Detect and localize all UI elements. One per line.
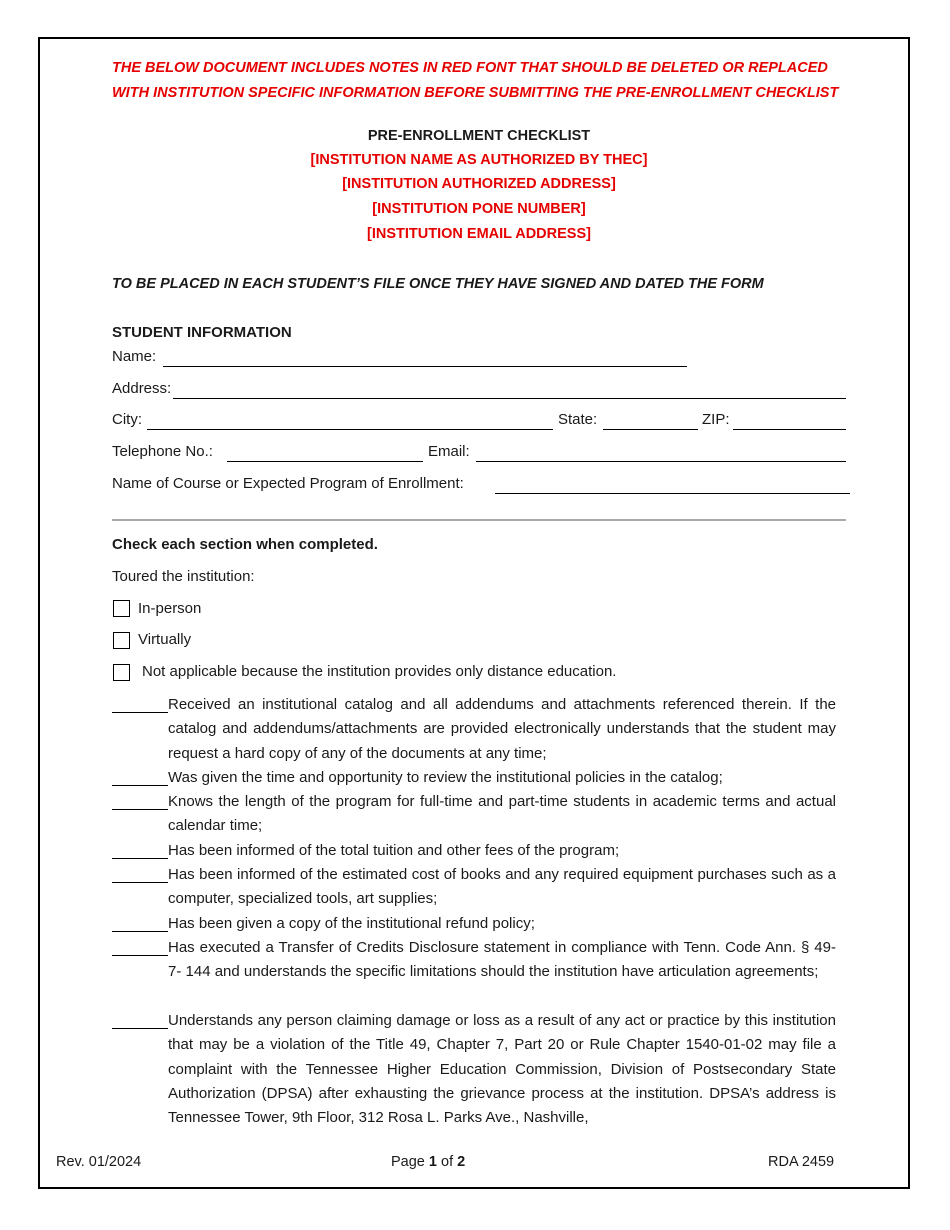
item-initial-line[interactable]	[112, 858, 168, 859]
form-id: RDA 2459	[768, 1154, 835, 1170]
institution-address-placeholder: [INSTITUTION AUTHORIZED ADDRESS]	[342, 176, 616, 192]
zip-field[interactable]	[733, 429, 846, 430]
zip-label: ZIP:	[702, 411, 730, 428]
checklist-item-catalog: Received an institutional catalog and all addendums and attachments referenced therein. If the catalog and addendums/attachments are provided electronically understands that the student may request a hard copy of any of the documents at any time;	[168, 696, 836, 762]
address-field[interactable]	[173, 398, 846, 399]
student-info-heading: STUDENT INFORMATION	[112, 324, 292, 341]
address-label: Address:	[112, 380, 172, 397]
institution-name-placeholder: [INSTITUTION NAME AS AUTHORIZED BY THEC]	[310, 152, 648, 168]
red-notice: THE BELOW DOCUMENT INCLUDES NOTES IN RED FONT THAT SHOULD BE DELETED OR REPLACED WITH INSTITUTION SPECIFIC INFORMATION BEFORE SUBMITTING THE PRE-ENROLLMENT CHECKLIST	[112, 60, 839, 101]
item-initial-line[interactable]	[112, 785, 168, 786]
checklist-item-transfer-credits: Has executed a Transfer of Credits Disclosure statement in compliance with Tenn. Code Ann. § 49-7- 144 and understands the specific limitations should the institution have articulation agreements;	[168, 939, 836, 981]
file-placement-note: TO BE PLACED IN EACH STUDENT’S FILE ONCE THEY HAVE SIGNED AND DATED THE FORM	[112, 276, 764, 292]
item-initial-line[interactable]	[112, 712, 168, 713]
in-person-label: In-person	[138, 600, 202, 617]
checklist-item-policies: Was given the time and opportunity to review the institutional policies in the catalog;	[168, 769, 723, 786]
item-initial-line[interactable]	[112, 809, 168, 810]
checklist-item-complaint: Understands any person claiming damage or loss as a result of any act or practice by this institution that may be a violation of the Title 49, Chapter 7, Part 20 or Rule Chapter 1540-01-02 may file a complaint with the Tennessee Higher Education Commission, Division of Postsecondary State Authorization (DPSA) after exhausting the grievance process at the institution. DPSA’s address is Tennessee Tower, 9th Floor, 312 Rosa L. Parks Ave., Nashville,	[168, 1012, 836, 1127]
revision-date: Rev. 01/2024	[56, 1154, 142, 1170]
name-label: Name:	[112, 348, 157, 365]
page-of: of	[436, 1154, 458, 1170]
name-field[interactable]	[163, 366, 687, 367]
page-prefix: Page	[391, 1154, 429, 1170]
program-label: Name of Course or Expected Program of Enrollment:	[112, 475, 464, 492]
toured-label: Toured the institution:	[112, 568, 255, 585]
institution-phone-placeholder: [INSTITUTION PONE NUMBER]	[372, 201, 586, 217]
virtually-checkbox[interactable]	[113, 632, 130, 649]
item-initial-line[interactable]	[112, 955, 168, 956]
form-title: PRE-ENROLLMENT CHECKLIST	[367, 128, 591, 144]
program-field[interactable]	[495, 493, 850, 494]
not-applicable-label: Not applicable because the institution provides only distance education.	[142, 663, 617, 680]
page-current: 1	[428, 1154, 437, 1170]
email-field[interactable]	[476, 461, 846, 462]
telephone-field[interactable]	[227, 461, 423, 462]
section-divider	[112, 519, 846, 521]
email-label: Email:	[428, 443, 470, 460]
city-field[interactable]	[147, 429, 553, 430]
virtually-label: Virtually	[138, 631, 192, 648]
in-person-checkbox[interactable]	[113, 600, 130, 617]
page-total: 2	[457, 1154, 466, 1170]
page-number	[391, 1154, 465, 1170]
item-initial-line[interactable]	[112, 1028, 168, 1029]
state-label: State:	[558, 411, 598, 428]
checklist-item-tuition: Has been informed of the total tuition and other fees of the program;	[168, 842, 620, 859]
city-label: City:	[112, 411, 142, 428]
checklist-item-program-length: Knows the length of the program for full-time and part-time students in academic terms and actual calendar time;	[168, 793, 836, 835]
item-initial-line[interactable]	[112, 931, 168, 932]
checklist-item-books-cost: Has been informed of the estimated cost of books and any required equipment purchases such as a computer, specialized tools, art supplies;	[168, 866, 836, 908]
checklist-item-refund-policy: Has been given a copy of the institutional refund policy;	[168, 915, 535, 932]
institution-email-placeholder: [INSTITUTION EMAIL ADDRESS]	[367, 226, 591, 242]
checklist-heading: Check each section when completed.	[112, 536, 378, 553]
telephone-label: Telephone No.:	[112, 443, 213, 460]
not-applicable-checkbox[interactable]	[113, 664, 130, 681]
item-initial-line[interactable]	[112, 882, 168, 883]
state-field[interactable]	[603, 429, 698, 430]
